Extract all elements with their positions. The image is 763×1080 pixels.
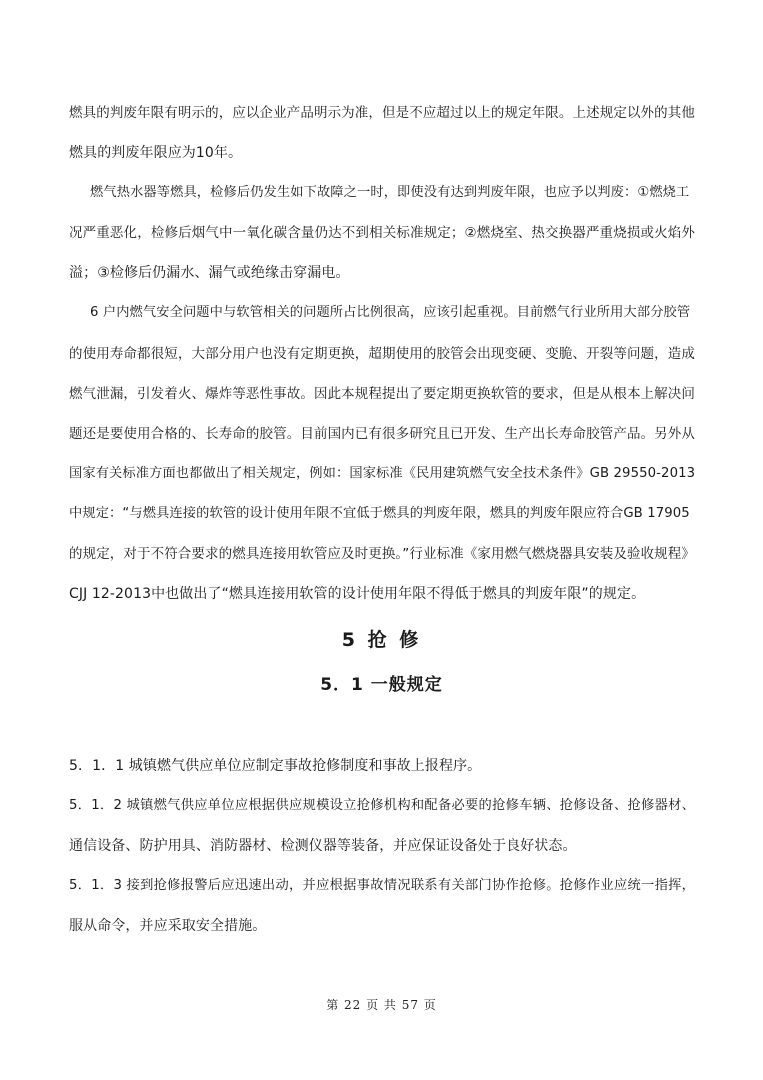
page-number-footer: 第 22 页 共 57 页 bbox=[326, 998, 437, 1012]
paragraph-line: 国家有关标准方面也都做出了相关规定，例如：国家标准《民用建筑燃气安全技术条件》GB 29550-2013 bbox=[69, 466, 696, 481]
clause-line: 5．1．3 接到抢修报警后应迅速出动，并应根据事故情况联系有关部门协作抢修。抢修作业应统一指挥， bbox=[69, 878, 695, 893]
paragraph-line: 的规定，对于不符合要求的燃具连接用软管应及时更换。”行业标准《家用燃气燃烧器具安装及验收规程》 bbox=[69, 546, 695, 562]
chapter-heading: 5 抢 修 bbox=[341, 629, 422, 651]
paragraph-line: 中规定：“与燃具连接的软管的设计使用年限不宜低于燃具的判废年限，燃具的判废年限应符合GB 17905 bbox=[69, 506, 690, 521]
paragraph-line: 溢；③检修后仍漏水、漏气或绝缘击穿漏电。 bbox=[69, 265, 350, 281]
paragraph-line: 题还是要使用合格的、长寿命的胶管。目前国内已有很多研究且已开发、生产出长寿命胶管产品。另外从 bbox=[69, 426, 695, 442]
clause-line: 服从命令，并应采取安全措施。 bbox=[69, 918, 267, 934]
paragraph-line: 6 户内燃气安全问题中与软管相关的问题所占比例很高，应该引起重视。目前燃气行业所用大部分胶管 bbox=[90, 305, 691, 320]
paragraph-line: 燃气泄漏，引发着火、爆炸等恶性事故。因此本规程提出了要定期更换软管的要求，但是从根本上解决问 bbox=[69, 386, 695, 402]
clause-line: 通信设备、防护用具、消防器材、检测仪器等装备，并应保证设备处于良好状态。 bbox=[69, 838, 577, 854]
paragraph-line: 的使用寿命都很短，大部分用户也没有定期更换，超期使用的胶管会出现变硬、变脆、开裂等问题，造成 bbox=[69, 346, 695, 362]
clause-line: 5．1．1 城镇燃气供应单位应制定事故抢修制度和事故上报程序。 bbox=[69, 758, 482, 774]
paragraph-line: 燃具的判废年限有明示的，应以企业产品明示为准，但是不应超过以上的规定年限。上述规定以外的其他 bbox=[69, 105, 695, 121]
clause-line: 5．1．2 城镇燃气供应单位应根据供应规模设立抢修机构和配备必要的抢修车辆、抢修设备、抢修器材、 bbox=[69, 798, 695, 813]
paragraph-line: 燃气热水器等燃具，检修后仍发生如下故障之一时，即使没有达到判废年限，也应予以判废：①燃烧工 bbox=[90, 185, 690, 200]
section-heading: 5．1 一般规定 bbox=[320, 675, 443, 695]
paragraph-line: 况严重恶化，检修后烟气中一氧化碳含量仍达不到相关标准规定；②燃烧室、热交换器严重烧损或火焰外 bbox=[69, 225, 695, 241]
paragraph-line: 燃具的判废年限应为10年。 bbox=[69, 145, 243, 161]
paragraph-line: CJJ 12-2013中也做出了“燃具连接用软管的设计使用年限不得低于燃具的判废年限”的规定。 bbox=[69, 586, 646, 602]
